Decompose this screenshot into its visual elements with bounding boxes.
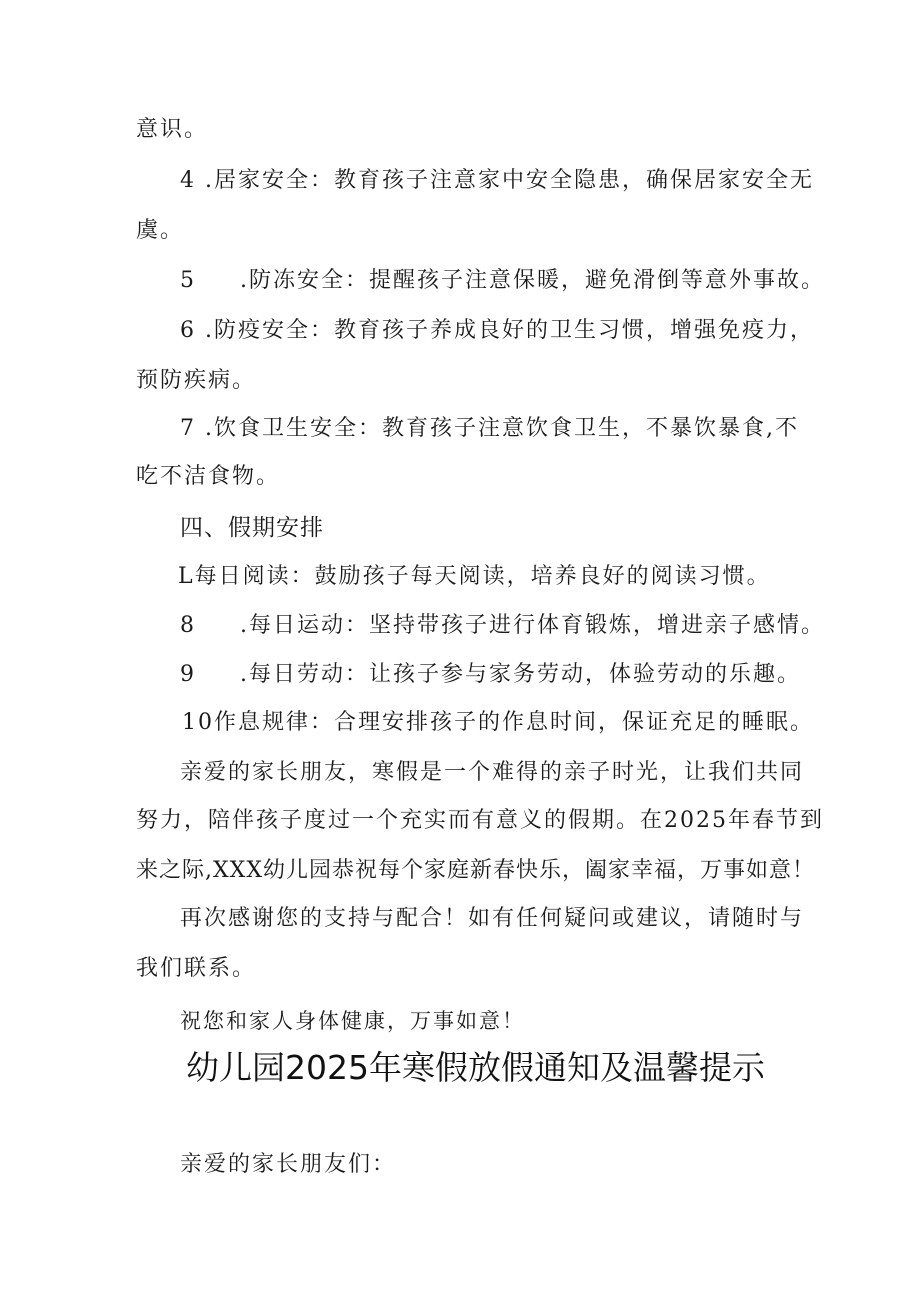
list-item-number: 9 [180,662,196,687]
paragraph-line: 我们联系。 [136,956,257,981]
list-item-reading: L每日阅读：鼓励孩子每天阅读，培养良好的阅读习惯。 [178,564,771,589]
document-title: 幼儿园2025年寒假放假通知及温馨提示 [186,1048,765,1087]
paragraph-line: 亲爱的家长朋友，寒假是一个难得的亲子时光，让我们共同 [180,760,805,785]
paragraph-line: 再次感谢您的支持与配合！如有任何疑问或建议，请随时与 [180,906,805,931]
list-item-exercise: .每日运动：坚持带孩子进行体育锻炼，增进亲子感情。 [240,613,825,638]
list-item-schedule: 10作息规律：合理安排孩子的作息时间，保证充足的睡眠。 [182,710,814,735]
greeting: 亲爱的家长朋友们： [180,1152,397,1177]
closing-wish: 祝您和家人身体健康，万事如意！ [180,1009,525,1033]
text-line: 预防疾病。 [136,368,257,393]
text-line: 虞。 [136,218,185,243]
text-line: 吃不洁食物。 [136,464,281,489]
list-item-number: 8 [180,613,196,638]
list-item-epidemic-safety: 6 .防疫安全：教育孩子养成良好的卫生习惯，增强免疫力， [180,318,814,343]
list-item-frost-safety: .防冻安全：提醒孩子注意保暖，避免滑倒等意外事故。 [240,268,825,293]
paragraph-line: 努力，陪伴孩子度过一个充实而有意义的假期。在2025年春节到 [136,808,824,833]
list-item-home-safety: 4 .居家安全：教育孩子注意家中安全隐患，确保居家安全无 [180,168,814,193]
list-item-number: 5 [180,268,196,293]
section-heading: 四、假期安排 [180,515,324,541]
list-item-food-safety: 7 .饮食卫生安全：教育孩子注意饮食卫生，不暴饮暴食,不 [180,416,799,441]
list-item-housework: .每日劳动：让孩子参与家务劳动，体验劳动的乐趣。 [240,662,801,687]
paragraph-line: 来之际,XXX幼儿园恭祝每个家庭新春快乐，阖家幸福，万事如意！ [136,858,815,883]
text-line: 意识。 [136,117,209,142]
